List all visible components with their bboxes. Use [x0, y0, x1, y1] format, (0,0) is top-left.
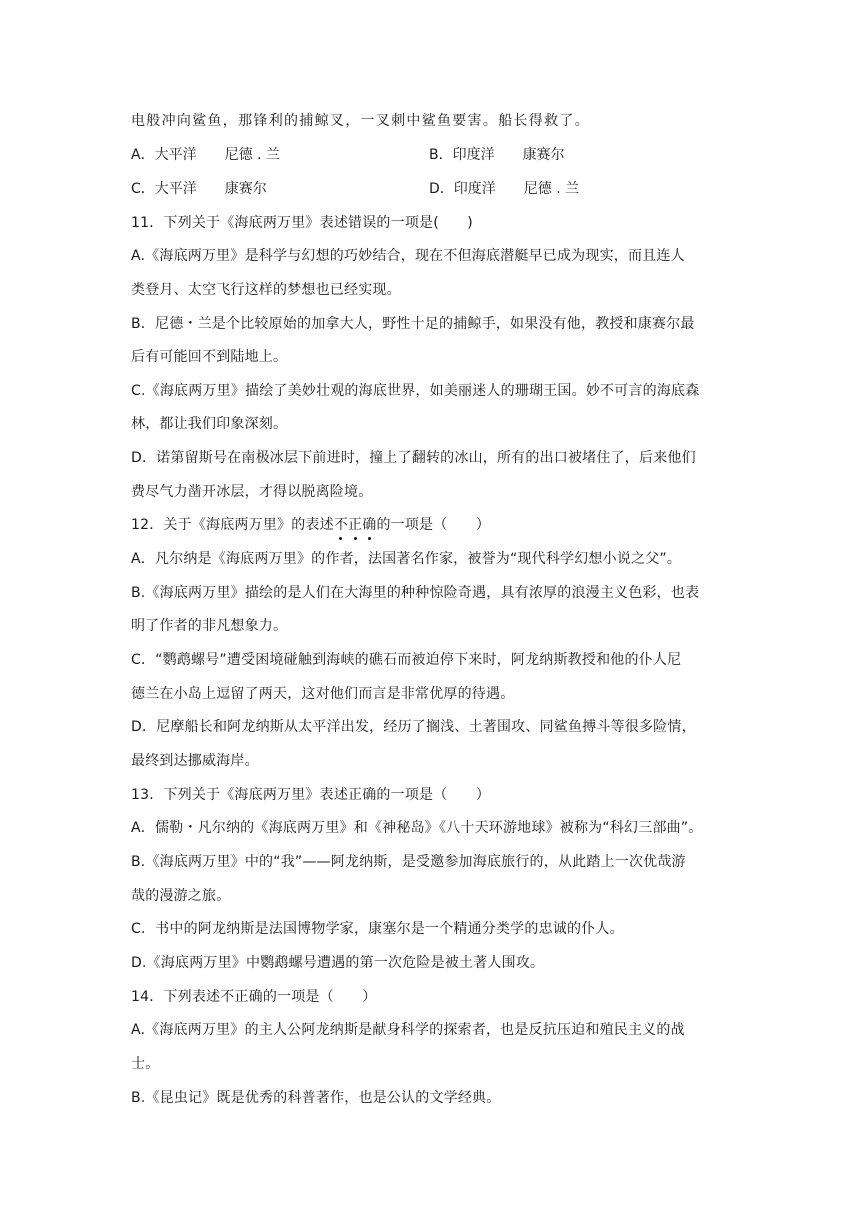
- q13-option-a: A．儒勒・凡尔纳的《海底两万里》和《神秘岛》《八十天环游地球》被称为“科幻三部曲”。: [131, 820, 703, 836]
- q14-option-a-line1: A.《海底两万里》的主人公阿龙纳斯是献身科学的探索者，也是反抗压迫和殖民主义的战: [131, 1022, 685, 1038]
- text-line: 电般冲向鲨鱼，那锋利的捕鲸叉，一叉刺中鲨鱼要害。船长得救了。: [131, 113, 590, 129]
- q11-option-c-line1: C.《海底两万里》描绘了美妙壮观的海底世界，如美丽迷人的珊瑚王国。妙不可言的海底森: [131, 383, 700, 399]
- q11-stem: 11．下列关于《海底两万里》表述错误的一项是( ): [131, 215, 473, 231]
- q12-stem: [131, 515, 731, 535]
- q10-option-a: A．大平洋 尼德 . 兰: [131, 147, 280, 163]
- q11-option-b-line2: 后有可能回不到陆地上。: [131, 349, 288, 365]
- q12-option-d-line1: D．尼摩船长和阿龙纳斯从太平洋出发，经历了搁浅、土著围攻、同鲨鱼搏斗等很多险情，: [131, 719, 696, 735]
- q14-option-b: B.《昆虫记》既是优秀的科普著作，也是公认的文学经典。: [131, 1090, 501, 1106]
- q13-option-d: D.《海底两万里》中鹦鹉螺号遭遇的第一次危险是被土著人围攻。: [131, 955, 545, 971]
- q14-option-a-line2: 士。: [131, 1056, 160, 1072]
- emphasis-char: 正: [348, 517, 363, 533]
- q13-stem: 13．下列关于《海底两万里》表述正确的一项是（ ）: [131, 787, 491, 803]
- q14-stem: 14．下列表述不正确的一项是（ ）: [131, 989, 377, 1005]
- q11-option-d-line1: D．诺第留斯号在南极冰层下前进时，撞上了翻转的冰山，所有的出口被堵住了，后来他们: [131, 450, 696, 466]
- emphasis-char: 不: [333, 517, 349, 533]
- q10-option-d: D．印度洋 尼德 . 兰: [429, 181, 580, 197]
- q11-option-d-line2: 费尽气力凿开冰层，才得以脱离险境。: [131, 484, 373, 500]
- q13-option-b-line2: 哉的漫游之旅。: [131, 888, 231, 904]
- q12-option-b-line2: 明了作者的非凡想象力。: [131, 618, 288, 634]
- q13-option-b-line1: B.《海底两万里》中的“我”——阿龙纳斯，是受邀参加海底旅行的，从此踏上一次优哉游: [131, 854, 686, 870]
- q12-stem-text: 12．关于《海底两万里》的表述: [131, 517, 334, 533]
- q12-option-c-line2: 德兰在小岛上逗留了两天，这对他们而言是非常优厚的待遇。: [131, 686, 515, 702]
- emphasis-char: 确: [362, 517, 377, 533]
- q11-option-a-line2: 类登月、太空飞行这样的梦想也已经实现。: [131, 282, 401, 298]
- q12-option-b-line1: B.《海底两万里》描绘的是人们在大海里的种种惊险奇遇，具有浓厚的浪漫主义色彩，也表: [131, 585, 700, 601]
- q10-option-b: B．印度洋 康赛尔: [429, 147, 565, 163]
- q12-option-c-line1: C．“鹦鹉螺号”遭受困境碰触到海峡的礁石而被迫停下来时，阿龙纳斯教授和他的仆人尼: [131, 652, 682, 668]
- q11-option-b-line1: B．尼德・兰是个比较原始的加拿大人，野性十足的捕鲸手，如果没有他，教授和康赛尔最: [131, 316, 695, 332]
- q12-option-d-line2: 最终到达挪威海岸。: [131, 753, 259, 769]
- q12-stem-tail: 的一项是（ ）: [376, 517, 491, 533]
- q11-option-a-line1: A.《海底两万里》是科学与幻想的巧妙结合，现在不但海底潜艇早已成为现实，而且连人: [131, 248, 685, 264]
- q12-option-a: A．凡尔纳是《海底两万里》的作者，法国著名作家，被誉为“现代科学幻想小说之父”。: [131, 551, 682, 567]
- q13-option-c: C．书中的阿龙纳斯是法国博物学家，康塞尔是一个精通分类学的忠诚的仆人。: [131, 921, 624, 937]
- q10-option-c: C．大平洋 康赛尔: [131, 181, 267, 197]
- q11-option-c-line2: 林，都让我们印象深刻。: [131, 416, 288, 432]
